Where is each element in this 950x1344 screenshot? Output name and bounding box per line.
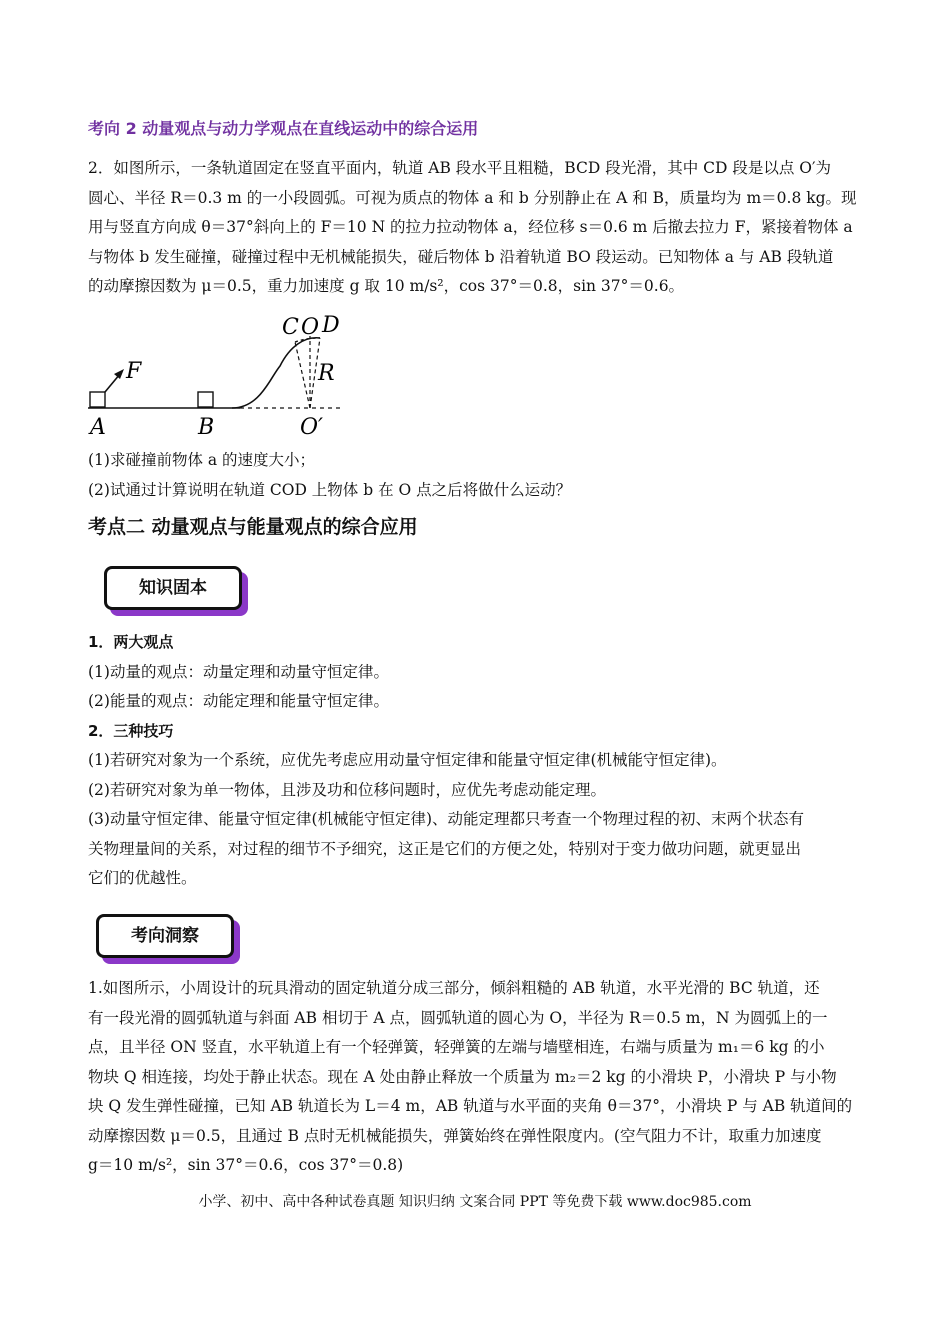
knowledge-line: 它们的优越性。 [88, 869, 197, 887]
track-curve [232, 338, 320, 408]
track-diagram [80, 306, 360, 440]
question-1 [88, 974, 864, 1181]
label-b: B [198, 415, 215, 440]
badge-label: 考向洞察 [131, 926, 199, 946]
knowledge-line: (1)动量的观点：动量定理和动量守恒定律。 [88, 662, 389, 681]
question-2 [88, 154, 864, 302]
q1-line: g＝10 m/s²，sin 37°＝0.6，cos 37°＝0.8) [88, 1156, 404, 1174]
q2-line: 2．如图所示，一条轨道固定在竖直平面内，轨道 AB 段水平且粗糙，BCD 段光滑，其中 CD 段是以点 O′为 [88, 159, 831, 177]
knowledge-line: 关物理量间的关系，对过程的细节不予细究，这正是它们的方便之处，特别对于变力做功问题，就更显出 [88, 839, 802, 858]
kaodian-2-heading: 考点二 动量观点与能量观点的综合应用 [88, 516, 418, 538]
block-b [198, 392, 213, 407]
label-f: F [126, 359, 142, 384]
q1-line: 物块 Q 相连接，均处于静止状态。现在 A 处由静止释放一个质量为 m₂＝2 kg 的小滑块 P，小滑块 P 与小物 [88, 1067, 837, 1086]
q2-sub1: (1)求碰撞前物体 a 的速度大小； [88, 451, 316, 469]
badge-label: 知识固本 [139, 578, 207, 598]
label-c: C [282, 315, 299, 340]
knowledge-line: (2)若研究对象为单一物体，且涉及功和位移问题时，应优先考虑动能定理。 [88, 780, 606, 799]
label-d: D [322, 313, 340, 338]
knowledge-heading-1: 1．两大观点 [88, 633, 174, 651]
q2-line: 与物体 b 发生碰撞，碰撞过程中无机械能损失，碰后物体 b 沿着轨道 BO 段运动。已知物体 a 与 AB 段轨道 [88, 247, 834, 266]
q1-line: 有一段光滑的圆弧轨道与斜面 AB 相切于 A 点，圆弧轨道的圆心为 O，半径为 R＝0.5 m，N 为圆弧上的一 [88, 1008, 828, 1027]
q1-line: 1.如图所示，小周设计的玩具滑动的固定轨道分成三部分，倾斜粗糙的 AB 轨道，水平光滑的 BC 轨道，还 [88, 979, 820, 997]
q1-line: 点，且半径 ON 竖直，水平轨道上有一个轻弹簧，轻弹簧的左端与墙壁相连，右端与质量为 m₁＝6 kg 的小 [88, 1038, 825, 1056]
q2-sub2: (2)试通过计算说明在轨道 COD 上物体 b 在 O 点之后将做什么运动？ [88, 480, 572, 499]
q1-line: 块 Q 发生弹性碰撞，已知 AB 轨道长为 L＝4 m，AB 轨道与水平面的夹角 θ＝37°，小滑块 P 与 AB 轨道间的 [88, 1097, 853, 1115]
block-a [90, 392, 105, 407]
radius-line-1 [295, 342, 310, 408]
knowledge-line: (1)若研究对象为一个系统，应优先考虑应用动量守恒定律和能量守恒定律(机械能守恒定律)。 [88, 751, 727, 769]
section-heading-direction-2: 考向 2 动量观点与动力学观点在直线运动中的综合运用 [88, 119, 479, 138]
knowledge-line: (2)能量的观点：动能定理和能量守恒定律。 [88, 692, 389, 710]
label-r: R [318, 361, 335, 386]
q2-subquestions [88, 446, 864, 505]
q2-line: 圆心、半径 R＝0.3 m 的一小段圆弧。可视为质点的物体 a 和 b 分别静止在 A 和 B，质量均为 m＝0.8 kg。现 [88, 188, 857, 207]
page-footer: 小学、初中、高中各种试卷真题 知识归纳 文案合同 PPT 等免费下载 www.doc985.com [198, 1194, 752, 1210]
force-arrow-head [114, 369, 124, 379]
q1-line: 动摩擦因数 μ＝0.5，且通过 B 点时无机械能损失，弹簧始终在弹性限度内。(空气阻力不计，取重力加速度 [88, 1126, 822, 1145]
q2-line: 用与竖直方向成 θ＝37°斜向上的 F＝10 N 的拉力拉动物体 a，经位移 s＝0.6 m 后撤去拉力 F，紧接着物体 a [88, 218, 853, 236]
knowledge-line: (3)动量守恒定律、能量守恒定律(机械能守恒定律)、动能定理都只考查一个物理过程的初、末两个状态有 [88, 810, 805, 828]
label-o: O [301, 315, 320, 340]
q2-line: 的动摩擦因数为 μ＝0.5，重力加速度 g 取 10 m/s²，cos 37°＝0.8，sin 37°＝0.6。 [88, 277, 685, 295]
label-a: A [90, 415, 106, 440]
knowledge-section [88, 628, 864, 894]
knowledge-heading-2: 2．三种技巧 [88, 721, 174, 740]
label-o-prime: O′ [300, 415, 324, 440]
